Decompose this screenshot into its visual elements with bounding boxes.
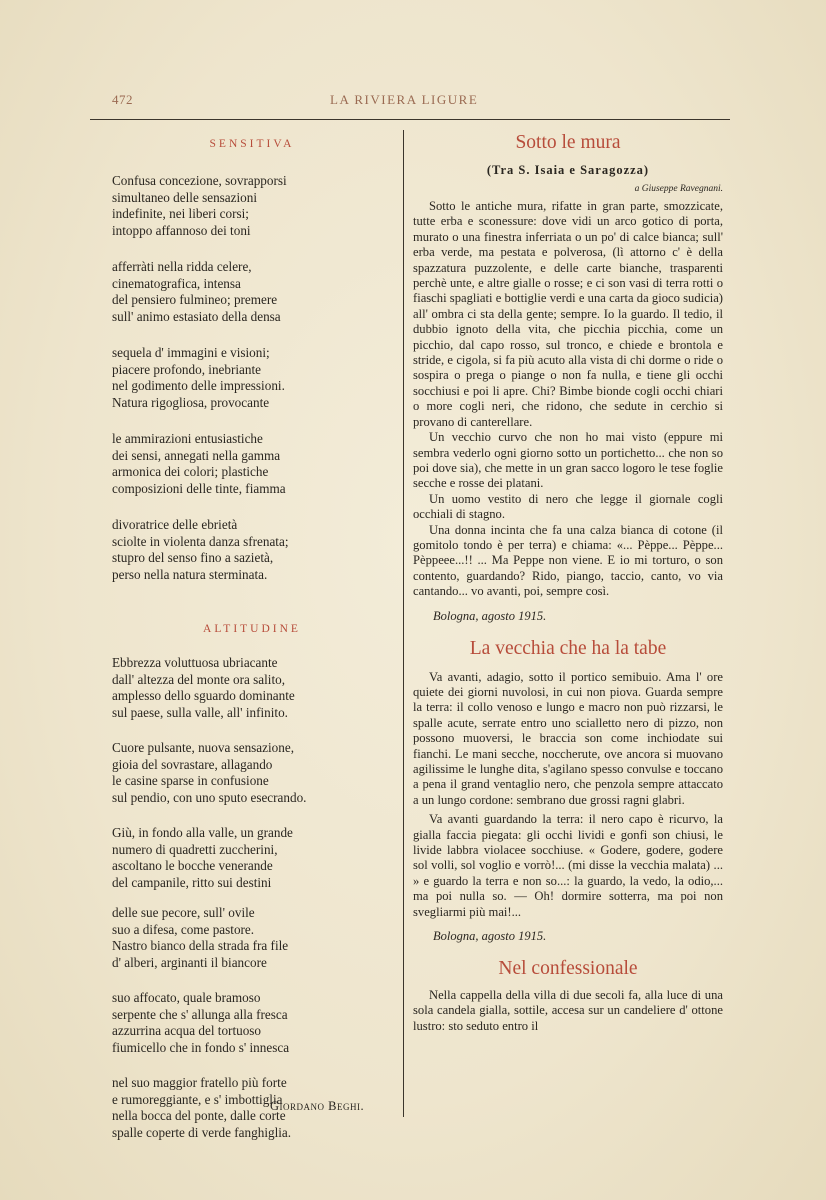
paragraph: Sotto le antiche mura, rifatte in gran parte, smozzicate, tutte erba e sconessure: dove vidi un arco gotico di porta, murato o una finestra inferriata o un po' di calce bianca; sull' erba verde, ma pestata e polverosa, (lì attorno c' è della spazzatura puzzolente, e delle carte bianche, trasparenti perchè unte, e altre gialle o rosse; e ci son vasi di terra rotti o fiaschi spagliati e bottiglie verdi e una carta da gioco sudicia) all' ombra ci sta della gente; sempre. Io la guardo. Il tedio, il dubbio ignoto della vita, che picchia picchia, come un picchio, dal capo rosso, sul tronco, e chiede e brontola e stride, e cigola, si fa più acuto alla vista di chi dorme o ride o sospira o prega o piange o non fa nulla, e tiene gli occhi socchiusi e poi li apre. Chi? Bimbe bionde cogli occhi chiari o more cogli neri, che ridono, che sedute in cerchio si provano di canterellare. (413, 199, 723, 429)
stanza: Cuore pulsante, nuova sensazione, gioia del sovrastare, allagando le casine sparse in confusione sul pendio, con uno sputo esecrando. (112, 740, 307, 805)
stanza: nel suo maggior fratello più forte e rumoreggiante, e s' imbottiglia nella bocca del ponte, dalle corte spalle coperte di verde fanghiglia. (112, 1075, 292, 1140)
author-signature: Giordano Beghi. (270, 1099, 365, 1113)
section-title-la-vecchia: La vecchia che ha la tabe (469, 637, 667, 659)
dedication: a Giuseppe Ravegnani. (634, 184, 723, 194)
poem-title-altitudine: ALTITUDINE (203, 623, 301, 635)
poem-title-sensitiva: SENSITIVA (209, 138, 295, 150)
stanza: Ebbrezza voluttuosa ubriacante dall' altezza del monte ora salito, amplesso dello sguardo dominante sul paese, sulla valle, all' infinito. (112, 655, 295, 720)
stanza: suo affocato, quale bramoso serpente che s' allunga alla fresca azzurrina acqua del tortuoso fiumicello che in fondo s' innesca (112, 990, 290, 1055)
section-title-sotto-le-mura: Sotto le mura (515, 132, 621, 153)
stanza: afferràti nella ridda celere, cinematografica, intensa del pensiero fulmineo; premere sull' animo estasiato della densa (112, 259, 281, 324)
paragraph: Va avanti guardando la terra: il nero capo è ricurvo, la gialla faccia piegata: gli occhi lividi e gonfi son chiusi, le livide labbra violacee socchiuse. « Godere, godere, godere sol volli, sol voglio e vorrò!... (mi disse la vecchia malata) ... » e guardo la terra e non so...: la guardo, la vedo, la odio,... ma poi nulla so. — Oh! dormire sotterra, ma poi non svegliarmi più mai!... (413, 812, 723, 919)
stanza: Confusa concezione, sovrapporsi simultaneo delle sensazioni indefinite, nei liberi corsi; intoppo affannoso dei toni (112, 173, 287, 238)
stanza: Giù, in fondo alla valle, un grande numero di quadretti zuccherini, ascoltano le bocche venerande del campanile, ritto sui destini (112, 825, 293, 890)
stanza: sequela d' immagini e visioni; piacere profondo, inebriante nel godimento delle impressioni. Natura rigogliosa, provocante (112, 345, 285, 410)
dateline: Bologna, agosto 1915. (433, 929, 547, 944)
paragraph: Nella cappella della villa di due secoli fa, alla luce di una sola candela gialla, sottile, accesa sur un candeliere d' ottone lustro: sto seduto entro il (413, 988, 723, 1033)
stanza: delle sue pecore, sull' ovile suo a difesa, come pastore. Nastro bianco della strada fra file d' alberi, arginanti il biancore (112, 905, 289, 970)
right-column (413, 130, 723, 1034)
paragraph: Va avanti, adagio, sotto il portico semibuio. Ama l' ore quiete dei giorni nuvolosi, in cui non piova. Guarda sempre la terra: il collo venoso e lungo e macro non può rizzarsi, le spalle acute, serrate entro uno scialletto nero di pizzo, non possono muoversi, le braccia son come inchiodate sui fianchi. Le mani secche, noccherute, ove ancora si muovano agilissime le lunghe dita, s'agilano spesso convulse e toccano a pena il grand ventaglio nero, che penzola sempre attaccato a un lungo cordone: sembrano due grossi ragni glabri. (413, 669, 723, 807)
dateline: Bologna, agosto 1915. (433, 608, 547, 623)
header-rule (90, 119, 730, 120)
column-divider (403, 130, 404, 1117)
section-title-nel-confessionale: Nel confessionale (498, 958, 638, 980)
paragraph: Una donna incinta che fa una calza bianca di cotone (il gomitolo tondo è per terra) e chiama: «... Pèppe... Pèppe... Pèppeee...!! ... Ma Peppe non viene. E io mi torturo, o son contento, guardando? Rido, piango, taccio, canto, vo via cantando... vo avanti, poi, sempre così. (413, 522, 723, 599)
running-head: LA RIVIERA LIGURE (330, 92, 479, 107)
left-column (112, 130, 392, 1141)
stanza: le ammirazioni entusiastiche dei sensi, annegati nella gamma armonica dei colori; plastiche composizioni delle tinte, fiamma (112, 431, 286, 496)
paragraph: Un uomo vestito di nero che legge il giornale cogli occhiali di stagno. (413, 491, 723, 522)
paragraph: Un vecchio curvo che non ho mai visto (eppure mi sembra vederlo ogni giorno sotto un portichetto... che non so poi dove sia), che mette in un gran sacco logoro le tese foglie secche e rosse dei platani. (413, 430, 723, 491)
stanza: divoratrice delle ebrietà sciolte in violenta danza sfrenata; stupro del senso fino a sazietà, perso nella natura sterminata. (112, 517, 289, 582)
page-number: 472 (112, 92, 133, 107)
section-subtitle: (Tra S. Isaia e Saragozza) (486, 163, 650, 177)
